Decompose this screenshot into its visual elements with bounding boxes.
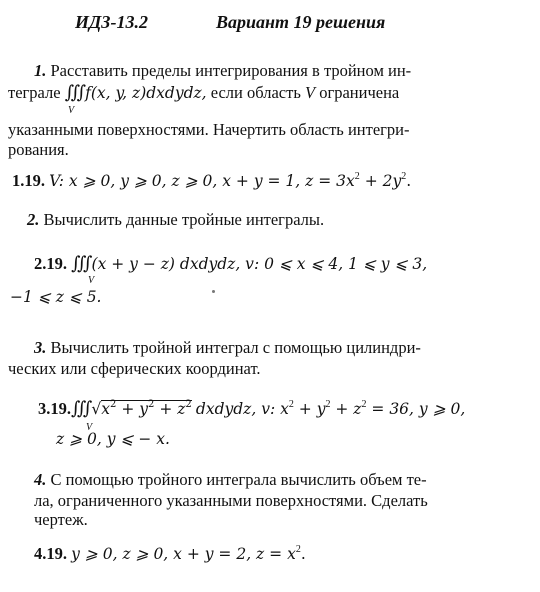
task1-text-a: Расставить пределы интегрирования в тройном ин- <box>50 61 412 80</box>
assignment-code: ИДЗ-13.2 <box>75 12 148 32</box>
task3-domain-subscript: V <box>86 422 93 433</box>
task1-line1 <box>34 63 411 80</box>
task2-line1 <box>27 212 324 229</box>
task3-item: 3.19.∭ $√x^2 + y^2 + z^2$ dxdydz, v: $x^2 + y^2 + z^2 = 36$, y ⩾ 0, <box>38 398 466 419</box>
task1-item <box>12 173 411 190</box>
task4-line1 <box>34 472 427 489</box>
task1-text-b-end: ограничена <box>319 83 400 102</box>
task1-item-label: 1.19. <box>12 171 45 190</box>
task1-integrand: f(x, y, z)dxdydz, <box>85 84 207 102</box>
task3-expr-after: dxdydz, v: x <box>195 400 289 418</box>
sqrt-icon: √ <box>91 400 102 418</box>
task1-region: V <box>304 83 316 102</box>
task1-text-b-pre: теграле <box>8 83 61 102</box>
task4-expr: y ⩾ 0, z ⩾ 0, x + y = 2, z = x <box>71 545 296 563</box>
task2-text: Вычислить данные тройные интегралы. <box>43 210 325 229</box>
task3-item-label: 3.19. <box>38 399 71 418</box>
task1-text-b-post: если область <box>210 83 301 102</box>
triple-integral-icon: ∭ <box>71 253 88 274</box>
task1-item-expr-b: + 2y <box>359 172 402 190</box>
task2-item-label: 2.19. <box>34 254 67 273</box>
task1-line3: указанными поверхностями. Начертить область интегри- <box>8 120 410 139</box>
task3-line2: ческих или сферических координат. <box>8 359 261 378</box>
dot-mark <box>212 290 215 293</box>
task1-line2 <box>8 84 508 102</box>
task4-item-label: 4.19. <box>34 544 67 563</box>
triple-integral-icon: ∭ <box>71 398 88 419</box>
task2-domain-subscript: V <box>88 275 95 286</box>
task3-number: 3. <box>34 338 47 357</box>
task2-item <box>34 255 427 273</box>
sqrt-expression <box>91 400 191 418</box>
task1-number: 1. <box>34 61 47 80</box>
task1-item-end: . <box>406 172 412 190</box>
task4-number: 4. <box>34 470 47 489</box>
task4-expr-end: . <box>300 545 306 563</box>
task2-number: 2. <box>27 210 40 229</box>
task4-line3: чертеж. <box>34 510 88 529</box>
task4-item <box>34 546 306 563</box>
task3-expr-b: z ⩾ 0, y ⩽ − x. <box>56 430 170 448</box>
triple-integral-icon: ∭ <box>64 82 81 103</box>
task1-item-expr-a: V: x ⩾ 0, y ⩾ 0, z ⩾ 0, x + y = 1, z = 3x <box>49 172 355 190</box>
task3-text-a: Вычислить тройной интеграл с помощью цилиндри- <box>50 338 421 357</box>
task4-exp: 2 <box>295 544 301 555</box>
task1-line4: рования. <box>8 140 69 159</box>
task1-domain-subscript: V <box>68 105 75 116</box>
task3-line1 <box>34 340 421 357</box>
task1-exp-b: 2 <box>401 171 407 182</box>
task2-expr-b: −1 ⩽ z ⩽ 5. <box>10 288 102 306</box>
task2-expr-a: (x + y − z) dxdydz, v: 0 ⩽ x ⩽ 4, 1 ⩽ y ⩽ 3, <box>91 255 428 273</box>
task3-expr-end: = 36, y ⩾ 0, <box>366 400 466 418</box>
task4-line2: ла, ограниченного указанными поверхностями. Сделать <box>34 491 428 510</box>
task4-text-a: С помощью тройного интеграла вычислить объем те- <box>50 470 427 489</box>
sqrt-radicand: $x^2 + y^2 + z^2$ <box>101 399 192 418</box>
task1-exp-a: 2 <box>354 171 360 182</box>
variant-title: Вариант 19 решения <box>216 12 386 32</box>
